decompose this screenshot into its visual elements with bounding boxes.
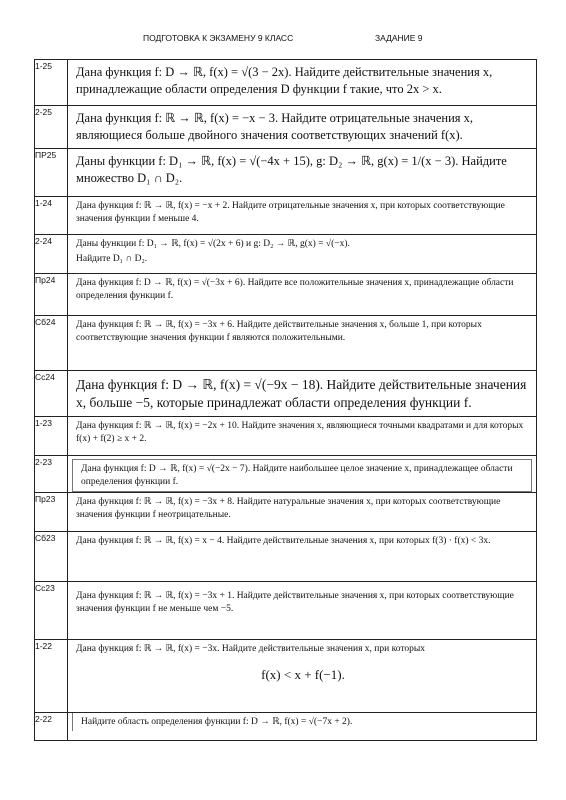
task-text: Дана функция f: ℝ → ℝ, f(x) = −3x + 6. Найдите действительные значения x, больше 1, при которых соответствующие значения функции f являются положительными. <box>76 320 482 343</box>
table-row <box>35 640 537 713</box>
header-task-label: ЗАДАНИЕ 9 <box>375 33 423 43</box>
task-text: Дана функция f: D → ℝ, f(x) = √(−2x − 7). Найдите наибольшее целое значение x, принадлежащее области определения функции f. <box>72 459 532 492</box>
table-row <box>35 235 537 274</box>
task-text: Даны функции f: D₁ → ℝ, f(x) = √(2x + 6) и g: D₂ → ℝ, g(x) = √(−x). <box>76 239 350 249</box>
task-code: Пр24 <box>35 274 68 316</box>
task-code: Пр23 <box>35 493 68 532</box>
table-row <box>35 149 537 197</box>
task-text: Дана функция f: D → ℝ, f(x) = √(−9x − 18). Найдите действительные значения x, больше −5, которые принадлежат области определения функции f. <box>76 377 527 411</box>
table-row <box>35 417 537 456</box>
task-text-extra: Найдите D₁ ∩ D₂. <box>76 253 148 264</box>
task-code: Сс24 <box>35 371 68 417</box>
task-text: Дана функция f: ℝ → ℝ, f(x) = −3x + 8. Найдите натуральные значения x, при которых соответствующие значения функции f неотрицательные. <box>76 497 501 520</box>
task-text: Дана функция f: ℝ → ℝ, f(x) = −3x. Найдите действительные значения x, при которых <box>76 644 426 654</box>
task-text: Дана функция f: ℝ → ℝ, f(x) = −3x + 1. Найдите действительные значения x, при которых соответствующие значения функции f не меньше чем −5. <box>76 591 514 614</box>
task-code: 2-22 <box>35 713 68 741</box>
task-code: Сб24 <box>35 316 68 371</box>
table-row <box>35 106 537 149</box>
task-code: 2-23 <box>35 456 68 493</box>
table-row <box>35 197 537 235</box>
table-row <box>35 456 537 493</box>
task-text: Дана функция f: ℝ → ℝ, f(x) = −x + 2. Найдите отрицательные значения x, при которых соответствующие значения функции f меньше 4. <box>76 201 505 224</box>
table-row <box>35 493 537 532</box>
task-text: Найдите область определения функции f: D → ℝ, f(x) = √(−7x + 2). <box>72 713 536 731</box>
table-row <box>35 316 537 371</box>
task-code: 1-22 <box>35 640 68 713</box>
task-text: Даны функции f: D₁ → ℝ, f(x) = √(−4x + 15), g: D₂ → ℝ, g(x) = 1/(x − 3). Найдите множество D₁ ∩ D₂. <box>76 154 507 185</box>
tasks-table <box>34 59 537 741</box>
table-row <box>35 60 537 106</box>
task-code: Сб23 <box>35 532 68 582</box>
task-code: 1-25 <box>35 60 68 106</box>
task-text: Дана функция f: ℝ → ℝ, f(x) = x − 4. Найдите действительные значения x, при которых f(3) · f(x) < 3x. <box>76 536 491 546</box>
table-row <box>35 532 537 582</box>
page-header <box>0 33 566 47</box>
task-code: 2-25 <box>35 106 68 149</box>
task-text: Дана функция f: D → ℝ, f(x) = √(3 − 2x). Найдите действительные значения x, принадлежащие области определения D функции f такие, что 2x > x. <box>76 65 493 96</box>
table-row <box>35 274 537 316</box>
task-code: 1-24 <box>35 197 68 235</box>
task-text: Дана функция f: D → ℝ, f(x) = √(−3x + 6). Найдите все положительные значения x, принадлежащие области определения функции f. <box>76 278 514 301</box>
task-text: Дана функция f: ℝ → ℝ, f(x) = −2x + 10. Найдите значения x, являющиеся точными квадратами и для которых f(x) + f(2) ≥ x + 2. <box>76 421 524 444</box>
task-code: ПР25 <box>35 149 68 197</box>
task-code: Сс23 <box>35 582 68 640</box>
table-row <box>35 582 537 640</box>
task-code: 2-24 <box>35 235 68 274</box>
table-row <box>35 713 537 741</box>
header-title: ПОДГОТОВКА К ЭКЗАМЕНУ 9 КЛАСС <box>143 33 294 43</box>
task-text-extra: f(x) < x + f(−1). <box>261 666 345 682</box>
task-text: Дана функция f: ℝ → ℝ, f(x) = −x − 3. Найдите отрицательные значения x, являющиеся больше двойного значения соответствующих значений f(x). <box>76 111 474 142</box>
table-row <box>35 371 537 417</box>
task-code: 1-23 <box>35 417 68 456</box>
